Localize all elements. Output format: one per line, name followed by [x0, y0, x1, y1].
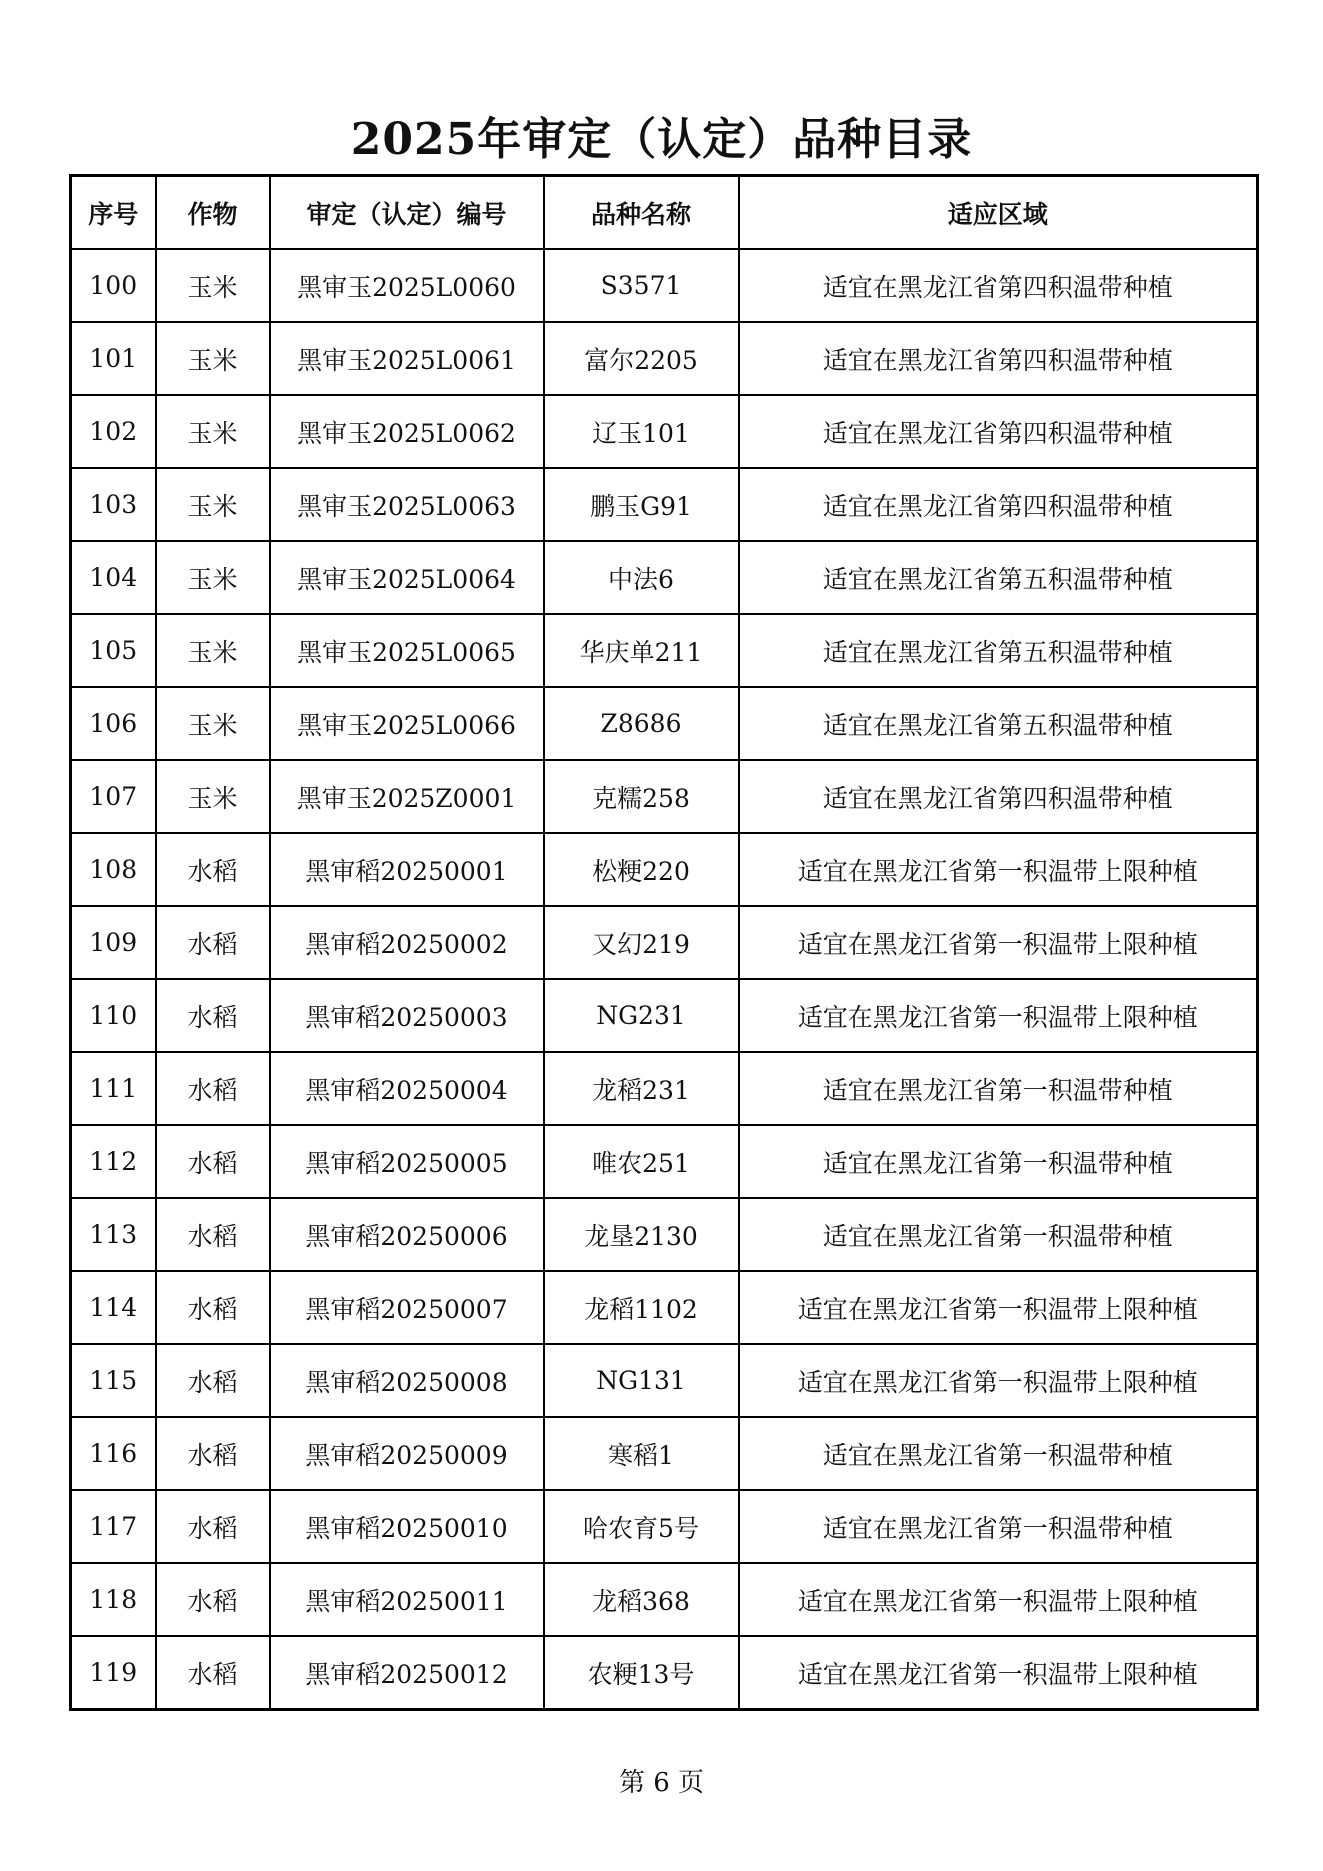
cell-variety-name: 华庆单211 — [544, 614, 739, 687]
cell-adaptation-area: 适宜在黑龙江省第一积温带上限种植 — [739, 1636, 1258, 1710]
table-row — [71, 833, 1258, 906]
cell-serial: 103 — [71, 468, 156, 541]
cell-adaptation-area: 适宜在黑龙江省第五积温带种植 — [739, 687, 1258, 760]
cell-adaptation-area: 适宜在黑龙江省第一积温带上限种植 — [739, 833, 1258, 906]
table-body — [71, 249, 1258, 1710]
cell-approval-number: 黑审玉2025Z0001 — [270, 760, 544, 833]
cell-variety-name: 克糯258 — [544, 760, 739, 833]
cell-crop: 水稻 — [156, 1198, 270, 1271]
cell-approval-number: 黑审稻20250007 — [270, 1271, 544, 1344]
cell-adaptation-area: 适宜在黑龙江省第四积温带种植 — [739, 468, 1258, 541]
cell-adaptation-area: 适宜在黑龙江省第五积温带种植 — [739, 614, 1258, 687]
cell-serial: 102 — [71, 395, 156, 468]
table-row — [71, 1490, 1258, 1563]
cell-adaptation-area: 适宜在黑龙江省第四积温带种植 — [739, 760, 1258, 833]
cell-crop: 水稻 — [156, 1052, 270, 1125]
cell-approval-number: 黑审稻20250006 — [270, 1198, 544, 1271]
cell-crop: 水稻 — [156, 1490, 270, 1563]
cell-variety-name: 龙垦2130 — [544, 1198, 739, 1271]
header-serial: 序号 — [71, 176, 156, 250]
cell-crop: 水稻 — [156, 833, 270, 906]
header-adaptation-area: 适应区域 — [739, 176, 1258, 250]
variety-catalog-table — [69, 174, 1259, 1711]
header-variety-name: 品种名称 — [544, 176, 739, 250]
cell-adaptation-area: 适宜在黑龙江省第一积温带种植 — [739, 1490, 1258, 1563]
cell-adaptation-area: 适宜在黑龙江省第四积温带种植 — [739, 249, 1258, 322]
cell-crop: 水稻 — [156, 1636, 270, 1710]
cell-adaptation-area: 适宜在黑龙江省第一积温带上限种植 — [739, 906, 1258, 979]
cell-variety-name: 农粳13号 — [544, 1636, 739, 1710]
cell-serial: 112 — [71, 1125, 156, 1198]
table-row — [71, 1344, 1258, 1417]
table-row — [71, 541, 1258, 614]
table-row — [71, 1198, 1258, 1271]
cell-approval-number: 黑审玉2025L0060 — [270, 249, 544, 322]
cell-variety-name: 龙稻1102 — [544, 1271, 739, 1344]
cell-variety-name: NG231 — [544, 979, 739, 1052]
cell-adaptation-area: 适宜在黑龙江省第一积温带种植 — [739, 1052, 1258, 1125]
cell-crop: 玉米 — [156, 395, 270, 468]
table-row — [71, 760, 1258, 833]
cell-serial: 108 — [71, 833, 156, 906]
cell-adaptation-area: 适宜在黑龙江省第一积温带上限种植 — [739, 1563, 1258, 1636]
page-title: 2025年审定（认定）品种目录 — [350, 114, 973, 165]
cell-adaptation-area: 适宜在黑龙江省第一积温带种植 — [739, 1198, 1258, 1271]
cell-crop: 玉米 — [156, 614, 270, 687]
cell-approval-number: 黑审玉2025L0064 — [270, 541, 544, 614]
cell-crop: 玉米 — [156, 322, 270, 395]
cell-variety-name: 鹏玉G91 — [544, 468, 739, 541]
cell-approval-number: 黑审稻20250004 — [270, 1052, 544, 1125]
cell-variety-name: 辽玉101 — [544, 395, 739, 468]
cell-approval-number: 黑审玉2025L0062 — [270, 395, 544, 468]
table-row — [71, 468, 1258, 541]
cell-adaptation-area: 适宜在黑龙江省第五积温带种植 — [739, 541, 1258, 614]
cell-variety-name: 富尔2205 — [544, 322, 739, 395]
table-row — [71, 614, 1258, 687]
cell-variety-name: 唯农251 — [544, 1125, 739, 1198]
cell-variety-name: NG131 — [544, 1344, 739, 1417]
cell-variety-name: 龙稻368 — [544, 1563, 739, 1636]
cell-crop: 玉米 — [156, 687, 270, 760]
table-row — [71, 395, 1258, 468]
cell-crop: 水稻 — [156, 1125, 270, 1198]
cell-crop: 玉米 — [156, 249, 270, 322]
cell-serial: 110 — [71, 979, 156, 1052]
cell-serial: 105 — [71, 614, 156, 687]
cell-approval-number: 黑审稻20250009 — [270, 1417, 544, 1490]
cell-variety-name: 松粳220 — [544, 833, 739, 906]
table-row — [71, 1052, 1258, 1125]
cell-adaptation-area: 适宜在黑龙江省第四积温带种植 — [739, 395, 1258, 468]
cell-serial: 111 — [71, 1052, 156, 1125]
cell-crop: 水稻 — [156, 1563, 270, 1636]
cell-variety-name: 中法6 — [544, 541, 739, 614]
cell-adaptation-area: 适宜在黑龙江省第四积温带种植 — [739, 322, 1258, 395]
cell-approval-number: 黑审稻20250001 — [270, 833, 544, 906]
cell-adaptation-area: 适宜在黑龙江省第一积温带种植 — [739, 1125, 1258, 1198]
header-approval-number: 审定（认定）编号 — [270, 176, 544, 250]
cell-serial: 106 — [71, 687, 156, 760]
cell-crop: 水稻 — [156, 906, 270, 979]
cell-crop: 水稻 — [156, 1344, 270, 1417]
cell-crop: 玉米 — [156, 760, 270, 833]
cell-crop: 玉米 — [156, 541, 270, 614]
cell-variety-name: 又幻219 — [544, 906, 739, 979]
cell-serial: 114 — [71, 1271, 156, 1344]
table-row — [71, 1125, 1258, 1198]
cell-adaptation-area: 适宜在黑龙江省第一积温带上限种植 — [739, 979, 1258, 1052]
cell-serial: 113 — [71, 1198, 156, 1271]
cell-approval-number: 黑审玉2025L0065 — [270, 614, 544, 687]
cell-variety-name: 哈农育5号 — [544, 1490, 739, 1563]
cell-approval-number: 黑审稻20250012 — [270, 1636, 544, 1710]
table-header-row — [71, 176, 1258, 250]
cell-serial: 118 — [71, 1563, 156, 1636]
cell-serial: 117 — [71, 1490, 156, 1563]
cell-approval-number: 黑审玉2025L0066 — [270, 687, 544, 760]
cell-variety-name: S3571 — [544, 249, 739, 322]
cell-variety-name: Z8686 — [544, 687, 739, 760]
cell-serial: 104 — [71, 541, 156, 614]
cell-crop: 玉米 — [156, 468, 270, 541]
cell-adaptation-area: 适宜在黑龙江省第一积温带上限种植 — [739, 1344, 1258, 1417]
cell-variety-name: 寒稻1 — [544, 1417, 739, 1490]
page-number: 第 6 页 — [618, 1768, 705, 1798]
cell-approval-number: 黑审稻20250008 — [270, 1344, 544, 1417]
cell-crop: 水稻 — [156, 979, 270, 1052]
cell-approval-number: 黑审稻20250010 — [270, 1490, 544, 1563]
cell-variety-name: 龙稻231 — [544, 1052, 739, 1125]
table-row — [71, 249, 1258, 322]
table-row — [71, 1417, 1258, 1490]
table-row — [71, 687, 1258, 760]
table-row — [71, 1271, 1258, 1344]
cell-crop: 水稻 — [156, 1271, 270, 1344]
cell-approval-number: 黑审稻20250003 — [270, 979, 544, 1052]
cell-serial: 109 — [71, 906, 156, 979]
cell-adaptation-area: 适宜在黑龙江省第一积温带种植 — [739, 1417, 1258, 1490]
cell-crop: 水稻 — [156, 1417, 270, 1490]
cell-serial: 119 — [71, 1636, 156, 1710]
cell-approval-number: 黑审玉2025L0061 — [270, 322, 544, 395]
table-row — [71, 1563, 1258, 1636]
cell-serial: 100 — [71, 249, 156, 322]
cell-serial: 116 — [71, 1417, 156, 1490]
header-crop: 作物 — [156, 176, 270, 250]
cell-approval-number: 黑审玉2025L0063 — [270, 468, 544, 541]
cell-adaptation-area: 适宜在黑龙江省第一积温带上限种植 — [739, 1271, 1258, 1344]
cell-approval-number: 黑审稻20250002 — [270, 906, 544, 979]
cell-serial: 101 — [71, 322, 156, 395]
cell-serial: 107 — [71, 760, 156, 833]
table-row — [71, 1636, 1258, 1710]
cell-serial: 115 — [71, 1344, 156, 1417]
cell-approval-number: 黑审稻20250005 — [270, 1125, 544, 1198]
table-row — [71, 322, 1258, 395]
table-row — [71, 906, 1258, 979]
table-row — [71, 979, 1258, 1052]
cell-approval-number: 黑审稻20250011 — [270, 1563, 544, 1636]
